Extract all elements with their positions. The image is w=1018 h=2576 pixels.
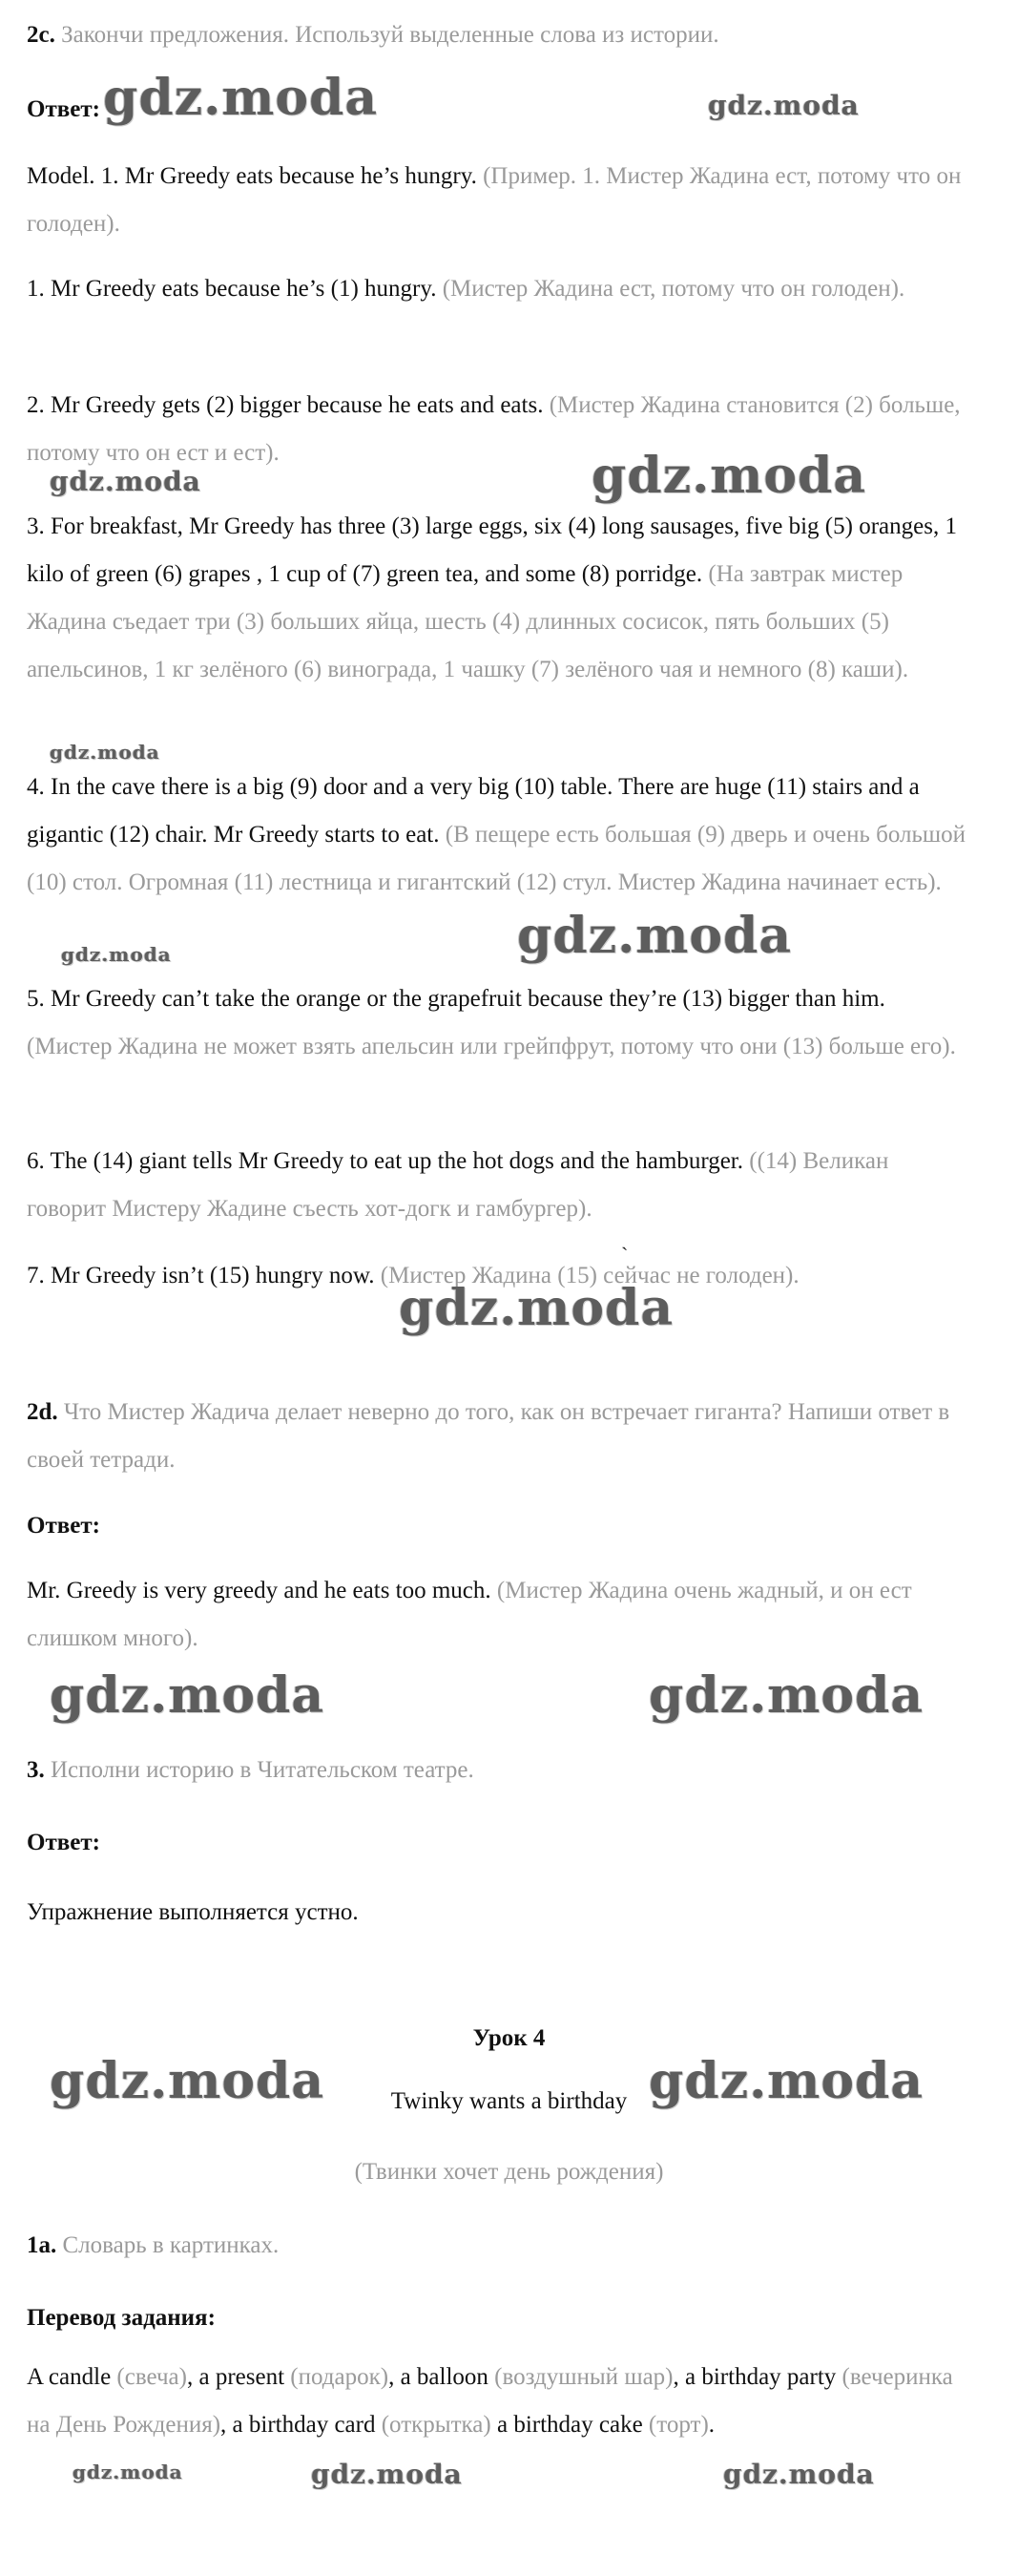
lesson-title: Урок 4: [472, 2025, 546, 2051]
item-5: 5. Mr Greedy can’t take the orange or the grapefruit because they’re (13) bigger than him. (Мистер Жадина не может взять апельсин или грейпфрут, потому что они (13) больше его).: [27, 986, 956, 1059]
exercise-2c-task: [27, 19, 971, 52]
exercise-2d-answer: Mr. Greedy is very greedy and he eats too much. (Мистер Жадина очень жадный, и он ест слишком много).: [27, 1578, 912, 1651]
answer-label: Ответ:: [27, 1513, 100, 1539]
watermark: gdz.moda: [399, 1279, 675, 1337]
watermark: gdz.moda: [311, 2459, 463, 2490]
item-6: 6. The (14) giant tells Mr Greedy to eat up the hot dogs and the hamburger. ((14) Великан говорит Мистеру Жадине съесть хот-догк и гамбургер).: [27, 1148, 889, 1222]
item-1: 1. Mr Greedy eats because he’s (1) hungry. (Мистер Жадина ест, потому что он голоден).: [27, 276, 905, 302]
task-text: Закончи предложения. Используй выделенные слова из истории.: [61, 22, 719, 48]
watermark: gdz.moda: [50, 741, 160, 764]
exercise-1a-task: 1a. Словарь в картинках.: [27, 2232, 280, 2258]
lesson-subtitle-ru: (Твинки хочет день рождения): [354, 2159, 664, 2185]
watermark: gdz.moda: [50, 466, 201, 497]
model-sentence: Model. 1. Mr Greedy eats because he’s hungry. (Пример. 1. Мистер Жадина ест, потому что он голоден).: [27, 163, 962, 237]
stray-mark: `: [621, 1243, 629, 1267]
watermark: gdz.moda: [50, 2052, 325, 2110]
watermark: gdz.moda: [50, 1666, 325, 1725]
exercise-2d-task: 2d. Что Мистер Жадича делает неверно до того, как он встречает гиганта? Напиши ответ в своей тетради.: [27, 1399, 950, 1473]
watermark: gdz.moda: [708, 90, 860, 121]
watermark: gdz.moda: [103, 69, 379, 127]
watermark: gdz.moda: [517, 907, 793, 965]
watermark: gdz.moda: [649, 1666, 925, 1725]
exercise-3-answer: Упражнение выполняется устно.: [27, 1899, 359, 1925]
watermark: gdz.moda: [592, 447, 867, 505]
item-7: 7. Mr Greedy isn’t (15) hungry now. (Мистер Жадина (15) сейчас не голоден).: [27, 1263, 800, 1288]
watermark: gdz.moda: [649, 2052, 925, 2110]
exercise-3-task: 3. Исполни историю в Читательском театре.: [27, 1757, 474, 1783]
lesson-subtitle: Twinky wants a birthday: [390, 2088, 628, 2114]
item-4: 4. In the cave there is a big (9) door and a very big (10) table. There are huge (11) stairs and a gigantic (12) chair. Mr Greedy starts to eat. (В пещере есть большая (9) дверь и очень большой (10) стол. Огромная (11) лестница и гигантский (12) стул. Мистер Жадина начинает есть).: [27, 774, 966, 895]
item-3: 3. For breakfast, Mr Greedy has three (3) large eggs, six (4) long sausages, five big (5) oranges, 1 kilo of green (6) grapes , 1 cup of (7) green tea, and some (8) porridge. (На завтрак мистер Жадина съедает три (3) больших яйца, шесть (4) длинных сосисок, пять больших (5) апельсинов, 1 кг зелёного (6) винограда, 1 чашку (7) зелёного чая и немного (8) каши).: [27, 513, 957, 682]
watermark: gdz.moda: [73, 2461, 183, 2483]
answer-label: Ответ:: [27, 1830, 100, 1855]
translation-label: Перевод задания:: [27, 2305, 216, 2331]
watermark: gdz.moda: [723, 2459, 875, 2490]
item-2: 2. Mr Greedy gets (2) bigger because he eats and eats. (Мистер Жадина становится (2) больше, потому что он ест и ест).: [27, 392, 961, 466]
exercise-number: 2c.: [27, 22, 55, 48]
watermark: gdz.moda: [61, 943, 172, 966]
answer-label: Ответ:: [27, 96, 100, 122]
vocabulary-list: A candle (свеча), a present (подарок), a balloon (воздушный шар), a birthday party (вечеринка на День Рождения), a birthday card (открытка) a birthday cake (торт).: [27, 2364, 953, 2438]
